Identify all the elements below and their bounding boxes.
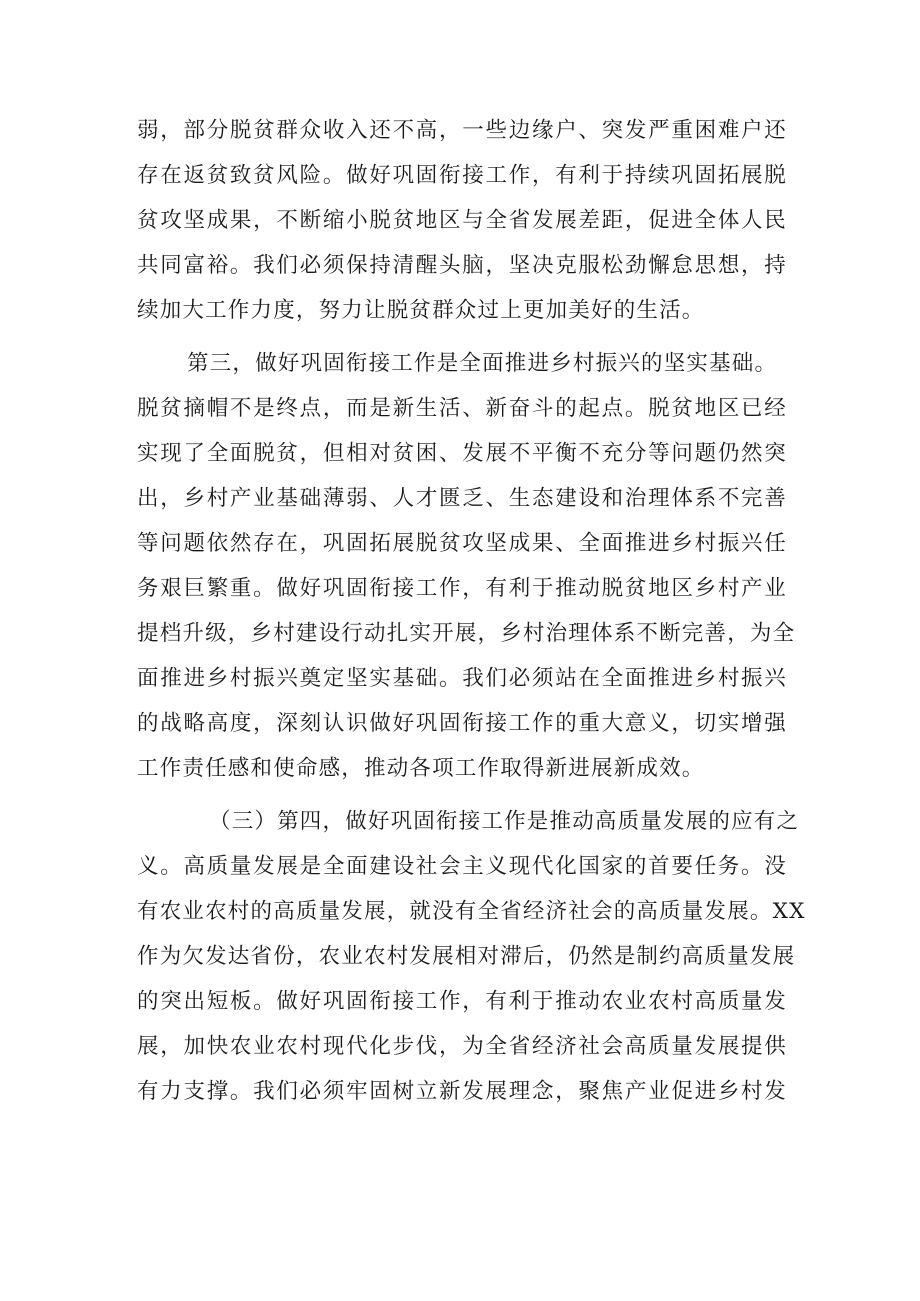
- text-line: 的战略高度，深刻认识做好巩固衔接工作的重大意义，切实增强: [137, 711, 787, 736]
- text-line: 务艰巨繁重。做好巩固衔接工作，有利于推动脱贫地区乡村产业: [137, 576, 787, 601]
- document-body: [137, 108, 806, 1114]
- text-line: 实现了全面脱贫，但相对贫困、发展不平衡不充分等问题仍然突: [137, 441, 787, 466]
- text-line: 提档升级，乡村建设行动扎实开展，乡村治理体系不断完善，为全: [137, 621, 796, 646]
- text-line: 等问题依然存在，巩固拓展脱贫攻坚成果、全面推进乡村振兴任: [137, 531, 787, 556]
- text-line: 有农业农村的高质量发展，就没有全省经济社会的高质量发展。XX: [137, 899, 806, 924]
- text-line: 工作责任感和使命感，推动各项工作取得新进展新成效。: [137, 756, 705, 781]
- paragraph-2: [137, 341, 796, 791]
- text-line: 展，加快农业农村现代化步伐，为全省经济社会高质量发展提供: [137, 1034, 787, 1059]
- paragraph-3: [137, 799, 806, 1114]
- text-line: 续加大工作力度，努力让脱贫群众过上更加美好的生活。: [137, 298, 705, 323]
- text-line: 作为欠发达省份，农业农村发展相对滞后，仍然是制约高质量发展: [137, 944, 796, 969]
- text-line: 第三，做好巩固衔接工作是全面推进乡村振兴的坚实基础。: [187, 351, 778, 376]
- text-line: 有力支撑。我们必须牢固树立新发展理念，聚焦产业促进乡村发: [137, 1079, 787, 1104]
- text-line: 共同富裕。我们必须保持清醒头脑，坚决克服松劲懈怠思想，持: [137, 253, 787, 278]
- text-line: 弱，部分脱贫群众收入还不高，一些边缘户、突发严重困难户还: [137, 118, 787, 143]
- text-line: （三）第四，做好巩固衔接工作是推动高质量发展的应有之: [209, 809, 800, 834]
- text-line: 贫攻坚成果，不断缩小脱贫地区与全省发展差距，促进全体人民: [137, 208, 787, 233]
- text-line: 义。高质量发展是全面建设社会主义现代化国家的首要任务。没: [137, 854, 787, 879]
- text-line: 存在返贫致贫风险。做好巩固衔接工作，有利于持续巩固拓展脱: [137, 163, 787, 188]
- paragraph-1: [137, 108, 787, 333]
- text-line: 脱贫摘帽不是终点，而是新生活、新奋斗的起点。脱贫地区已经: [137, 396, 787, 421]
- text-line: 的突出短板。做好巩固衔接工作，有利于推动农业农村高质量发: [137, 989, 787, 1014]
- text-line: 出，乡村产业基础薄弱、人才匮乏、生态建设和治理体系不完善: [137, 486, 787, 511]
- text-line: 面推进乡村振兴奠定坚实基础。我们必须站在全面推进乡村振兴: [137, 666, 787, 691]
